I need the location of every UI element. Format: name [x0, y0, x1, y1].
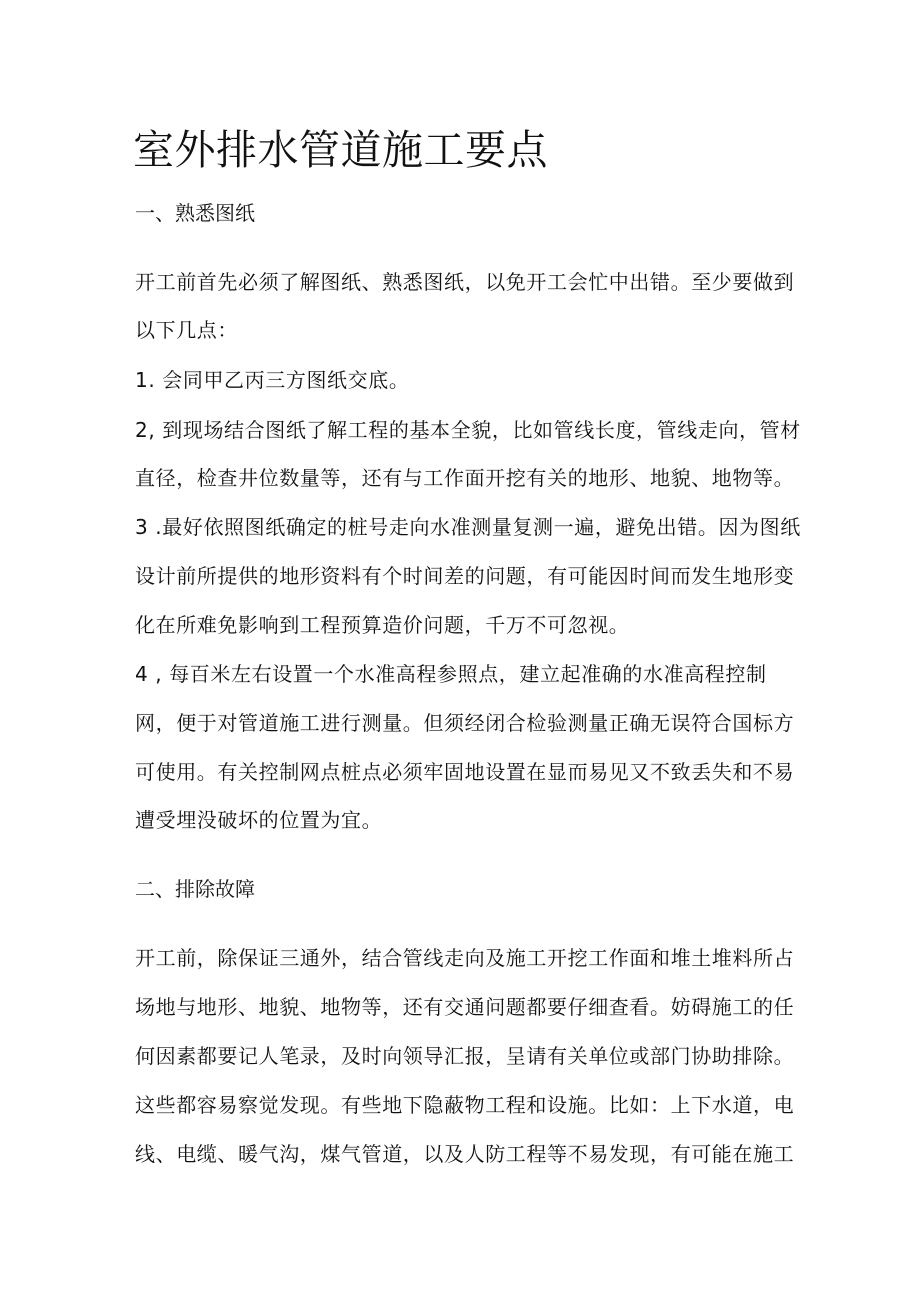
paragraph-line: 场地与地形、地貌、地物等，还有交通问题都要仔细查看。妨碍施工的任: [135, 995, 795, 1019]
list-item-3: 3 .最好依照图纸确定的桩号走向水准测量复测一遍，避免出错。因为图纸: [135, 515, 801, 539]
list-item-2: 2, 到现场结合图纸了解工程的基本全貌，比如管线长度，管线走向，管材: [135, 418, 801, 442]
paragraph-line: 设计前所提供的地形资料有个时间差的问题，有可能因时间而发生地形变: [135, 564, 795, 588]
section-heading-1: 一、熟悉图纸: [135, 201, 255, 225]
paragraph-line: 开工前，除保证三通外，结合管线走向及施工开挖工作面和堆土堆料所占: [135, 946, 795, 970]
document-title: 室外排水管道施工要点: [133, 126, 548, 174]
list-item-1: 1. 会同甲乙丙三方图纸交底。: [135, 368, 410, 392]
paragraph-line: 开工前首先必须了解图纸、熟悉图纸，以免开工会忙中出错。至少要做到: [135, 270, 795, 294]
list-item-4: 4 , 每百米左右设置一个水准高程参照点，建立起准确的水准高程控制: [135, 662, 767, 686]
paragraph-line: 线、电缆、暖气沟，煤气管道，以及人防工程等不易发现，有可能在施工: [135, 1142, 795, 1166]
paragraph-line: 何因素都要记人笔录，及时向领导汇报，呈请有关单位或部门协助排除。: [135, 1044, 795, 1068]
paragraph-line: 遭受埋没破坏的位置为宜。: [135, 808, 383, 832]
paragraph-line: 这些都容易察觉发现。有些地下隐蔽物工程和设施。比如：上下水道，电: [135, 1093, 795, 1117]
paragraph-line: 网，便于对管道施工进行测量。但须经闭合检验测量正确无误符合国标方: [135, 711, 795, 735]
paragraph-line: 以下几点：: [135, 318, 238, 342]
paragraph-line: 可使用。有关控制网点桩点必须牢固地设置在显而易见又不致丢失和不易: [135, 760, 795, 784]
section-heading-2: 二、排除故障: [135, 877, 255, 901]
paragraph-line: 化在所难免影响到工程预算造价问题，千万不可忽视。: [135, 613, 630, 637]
paragraph-line: 直径，检查井位数量等，还有与工作面开挖有关的地形、地貌、地物等。: [135, 466, 795, 490]
